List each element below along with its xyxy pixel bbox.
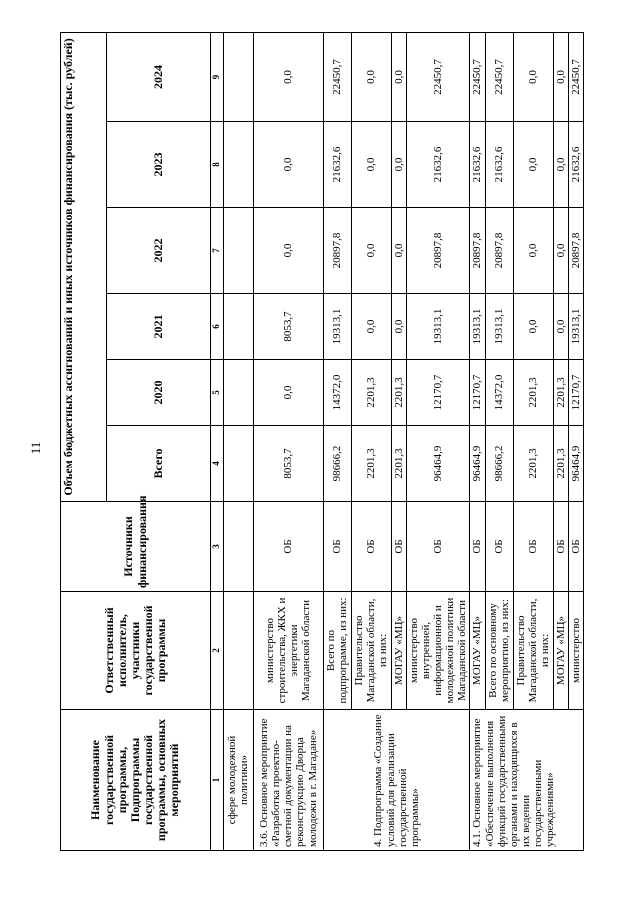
value-2021: 0,0 (351, 294, 391, 360)
value-2022: 20897,8 (406, 208, 469, 294)
header-year-2022: 2022 (107, 208, 211, 294)
row-source: ОБ (513, 502, 553, 592)
col-number: 7 (211, 208, 224, 294)
value-2020: 12170,7 (406, 360, 469, 426)
value-2021: 19313,1 (470, 294, 485, 360)
value-2020: 14372,0 (485, 360, 513, 426)
header-funding: Объем бюджетных ассигнований и иных источников финансирования (тыс. рублей) (61, 32, 107, 501)
value-2024: 0,0 (391, 32, 406, 121)
value-2020: 12170,7 (470, 360, 485, 426)
value-2020: 12170,7 (568, 360, 583, 426)
row-source: ОБ (568, 502, 583, 592)
row-source: ОБ (470, 502, 485, 592)
value-2020: 2201,3 (553, 360, 568, 426)
value-2022: 0,0 (553, 208, 568, 294)
value-2024: 22450,7 (323, 32, 351, 121)
col-number: 1 (211, 710, 224, 851)
value-2024: 22450,7 (406, 32, 469, 121)
row-responsible: МОГАУ «МЦ» (391, 592, 406, 710)
table-row (223, 32, 253, 850)
value-2023: 21632,6 (470, 122, 485, 208)
header-year-2020: 2020 (107, 360, 211, 426)
value-2024: 22450,7 (568, 32, 583, 121)
value-2022: 0,0 (351, 208, 391, 294)
rotated-page-content (60, 33, 582, 851)
header-year-2021: 2021 (107, 294, 211, 360)
row-responsible: Правительство Магаданской области, из них: (351, 592, 391, 710)
value-total: 2201,3 (513, 426, 553, 502)
value-total: 98666,2 (323, 426, 351, 502)
value-2022: 20897,8 (323, 208, 351, 294)
row-name: сфере молодежной политики» (223, 710, 253, 851)
col-number: 5 (211, 360, 224, 426)
row-source: ОБ (391, 502, 406, 592)
value-2021: 19313,1 (485, 294, 513, 360)
value-2023: 21632,6 (323, 122, 351, 208)
row-responsible: Всего по подпрограмме, из них: (323, 592, 351, 710)
value-total: 96464,9 (470, 426, 485, 502)
row-responsible: МОГАУ «МЦ» (470, 592, 485, 710)
row-source: ОБ (253, 502, 323, 592)
row-name: 3.6. Основное мероприятие «Разработка проектно-сметной документации на реконструкцию Дворца молодежи в г. Магадане» (253, 710, 323, 851)
value-2023: 0,0 (391, 122, 406, 208)
row-source: ОБ (406, 502, 469, 592)
value-2021: 19313,1 (323, 294, 351, 360)
row-name: 4.1. Основное мероприятие «Обеспечение выполнения функций государственными органами и находящихся в их ведении государственными учреждениями» (470, 710, 583, 851)
row-responsible: министерство (568, 592, 583, 710)
value-2022: 20897,8 (568, 208, 583, 294)
value-2021: 8053,7 (253, 294, 323, 360)
value-total: 2201,3 (351, 426, 391, 502)
value-2023: 21632,6 (485, 122, 513, 208)
value-2023: 21632,6 (568, 122, 583, 208)
value-2023: 0,0 (513, 122, 553, 208)
header-year-2023: 2023 (107, 122, 211, 208)
value-2021: 0,0 (513, 294, 553, 360)
header-year-total: Всего (107, 426, 211, 502)
value-total: 98666,2 (485, 426, 513, 502)
row-source: ОБ (553, 502, 568, 592)
value-2022: 20897,8 (485, 208, 513, 294)
header-name: Наименование государственной программы, Подпрограммы государственной программы, основных мероприятий (61, 710, 211, 851)
row-source: ОБ (323, 502, 351, 592)
value-total: 8053,7 (253, 426, 323, 502)
value-2023: 0,0 (351, 122, 391, 208)
value-2023: 0,0 (553, 122, 568, 208)
value-2021: 19313,1 (406, 294, 469, 360)
value-2022: 0,0 (391, 208, 406, 294)
value-2023: 21632,6 (406, 122, 469, 208)
row-source: ОБ (351, 502, 391, 592)
table-row (323, 32, 351, 850)
value-total: 2201,3 (553, 426, 568, 502)
budget-table (60, 32, 584, 851)
value-2021: 0,0 (553, 294, 568, 360)
table-row (253, 32, 323, 850)
value-2022: 0,0 (253, 208, 323, 294)
value-2020: 2201,3 (391, 360, 406, 426)
header-source: Источники финансирования (61, 502, 211, 592)
col-number: 4 (211, 426, 224, 502)
value-2021: 19313,1 (568, 294, 583, 360)
value-2024: 22450,7 (470, 32, 485, 121)
col-number: 8 (211, 122, 224, 208)
row-responsible: Всего по основному мероприятию, из них: (485, 592, 513, 710)
value-2024: 0,0 (513, 32, 553, 121)
value-total: 2201,3 (391, 426, 406, 502)
row-source: ОБ (485, 502, 513, 592)
row-responsible: министерство внутренней, информационной и молодежной политики Магаданской области (406, 592, 469, 710)
table-row (470, 32, 485, 850)
value-2020: 2201,3 (513, 360, 553, 426)
col-number: 9 (211, 32, 224, 121)
value-2022: 20897,8 (470, 208, 485, 294)
page-number: 11 (28, 441, 43, 455)
header-year-2024: 2024 (107, 32, 211, 121)
value-2022: 0,0 (513, 208, 553, 294)
value-2023: 0,0 (253, 122, 323, 208)
value-2020: 0,0 (253, 360, 323, 426)
value-2020: 14372,0 (323, 360, 351, 426)
value-2024: 0,0 (553, 32, 568, 121)
value-total: 96464,9 (568, 426, 583, 502)
value-2020: 2201,3 (351, 360, 391, 426)
col-number: 6 (211, 294, 224, 360)
value-2021: 0,0 (391, 294, 406, 360)
value-2024: 22450,7 (485, 32, 513, 121)
value-2024: 0,0 (351, 32, 391, 121)
col-number: 3 (211, 502, 224, 592)
col-number: 2 (211, 592, 224, 710)
value-2024: 0,0 (253, 32, 323, 121)
value-total: 96464,9 (406, 426, 469, 502)
row-responsible: МОГАУ «МЦ» (553, 592, 568, 710)
row-responsible: министерство строительства, ЖКХ и энергетики Магаданской области (253, 592, 323, 710)
row-name: 4. Подпрограмма «Создание условий для реализации государственной программы» (323, 710, 470, 851)
row-responsible: Правительство Магаданской области, из них: (513, 592, 553, 710)
header-responsible: Ответственный исполнитель, участники государственной программы (61, 592, 211, 710)
